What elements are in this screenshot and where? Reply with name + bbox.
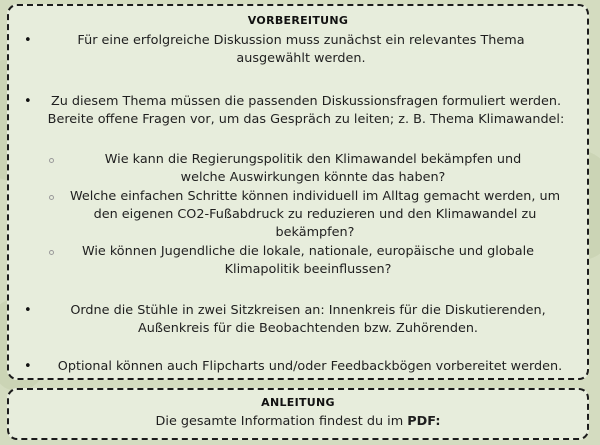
guide-card (7, 388, 589, 440)
preparation-item-2: Zu diesem Thema müssen die passenden Diskussionsfragen formuliert werden. Bereite offene Fragen vor, um das Gespräch zu leiten; z. B. Thema Klimawandel: (47, 94, 565, 127)
preparation-item-3: Ordne die Stühle in zwei Sitzkreisen an: Innenkreis für die Diskutierenden, Außenkreis für die Beobachtenden bzw. Zuhörenden. (70, 303, 546, 336)
guide-text (9, 413, 587, 431)
question-item-3: Wie können Jugendliche die lokale, nationale, europäische und globale Klimapolitik beeinflussen? (81, 244, 535, 277)
bullet-icon: • (24, 33, 32, 48)
guide-text-label: Die gesamte Information findest du im (155, 414, 404, 429)
question-item-2: Welche einfachen Schritte können individuell im Alltag gemacht werden, um den eigenen CO2-Fußabdruck zu reduzieren und den Klimawandel zu bekämpfen? (69, 189, 561, 240)
bullet-icon: • (24, 359, 32, 374)
bullet-icon: • (24, 303, 32, 318)
preparation-item-1: Für eine erfolgreiche Diskussion muss zunächst ein relevantes Thema ausgewählt werden. (77, 33, 525, 66)
question-item-1: Wie kann die Regierungspolitik den Klimawandel bekämpfen und welche Auswirkungen könnte das haben? (104, 152, 522, 185)
bullet-icon: • (24, 94, 32, 109)
pdf-link[interactable]: PDF: (407, 414, 441, 429)
preparation-item-4: Optional können auch Flipcharts und/oder Feedbackbögen vorbereitet werden. (57, 359, 563, 374)
preparation-card (7, 4, 589, 380)
preparation-title: VORBEREITUNG (247, 14, 349, 27)
guide-title: ANLEITUNG (261, 396, 335, 409)
